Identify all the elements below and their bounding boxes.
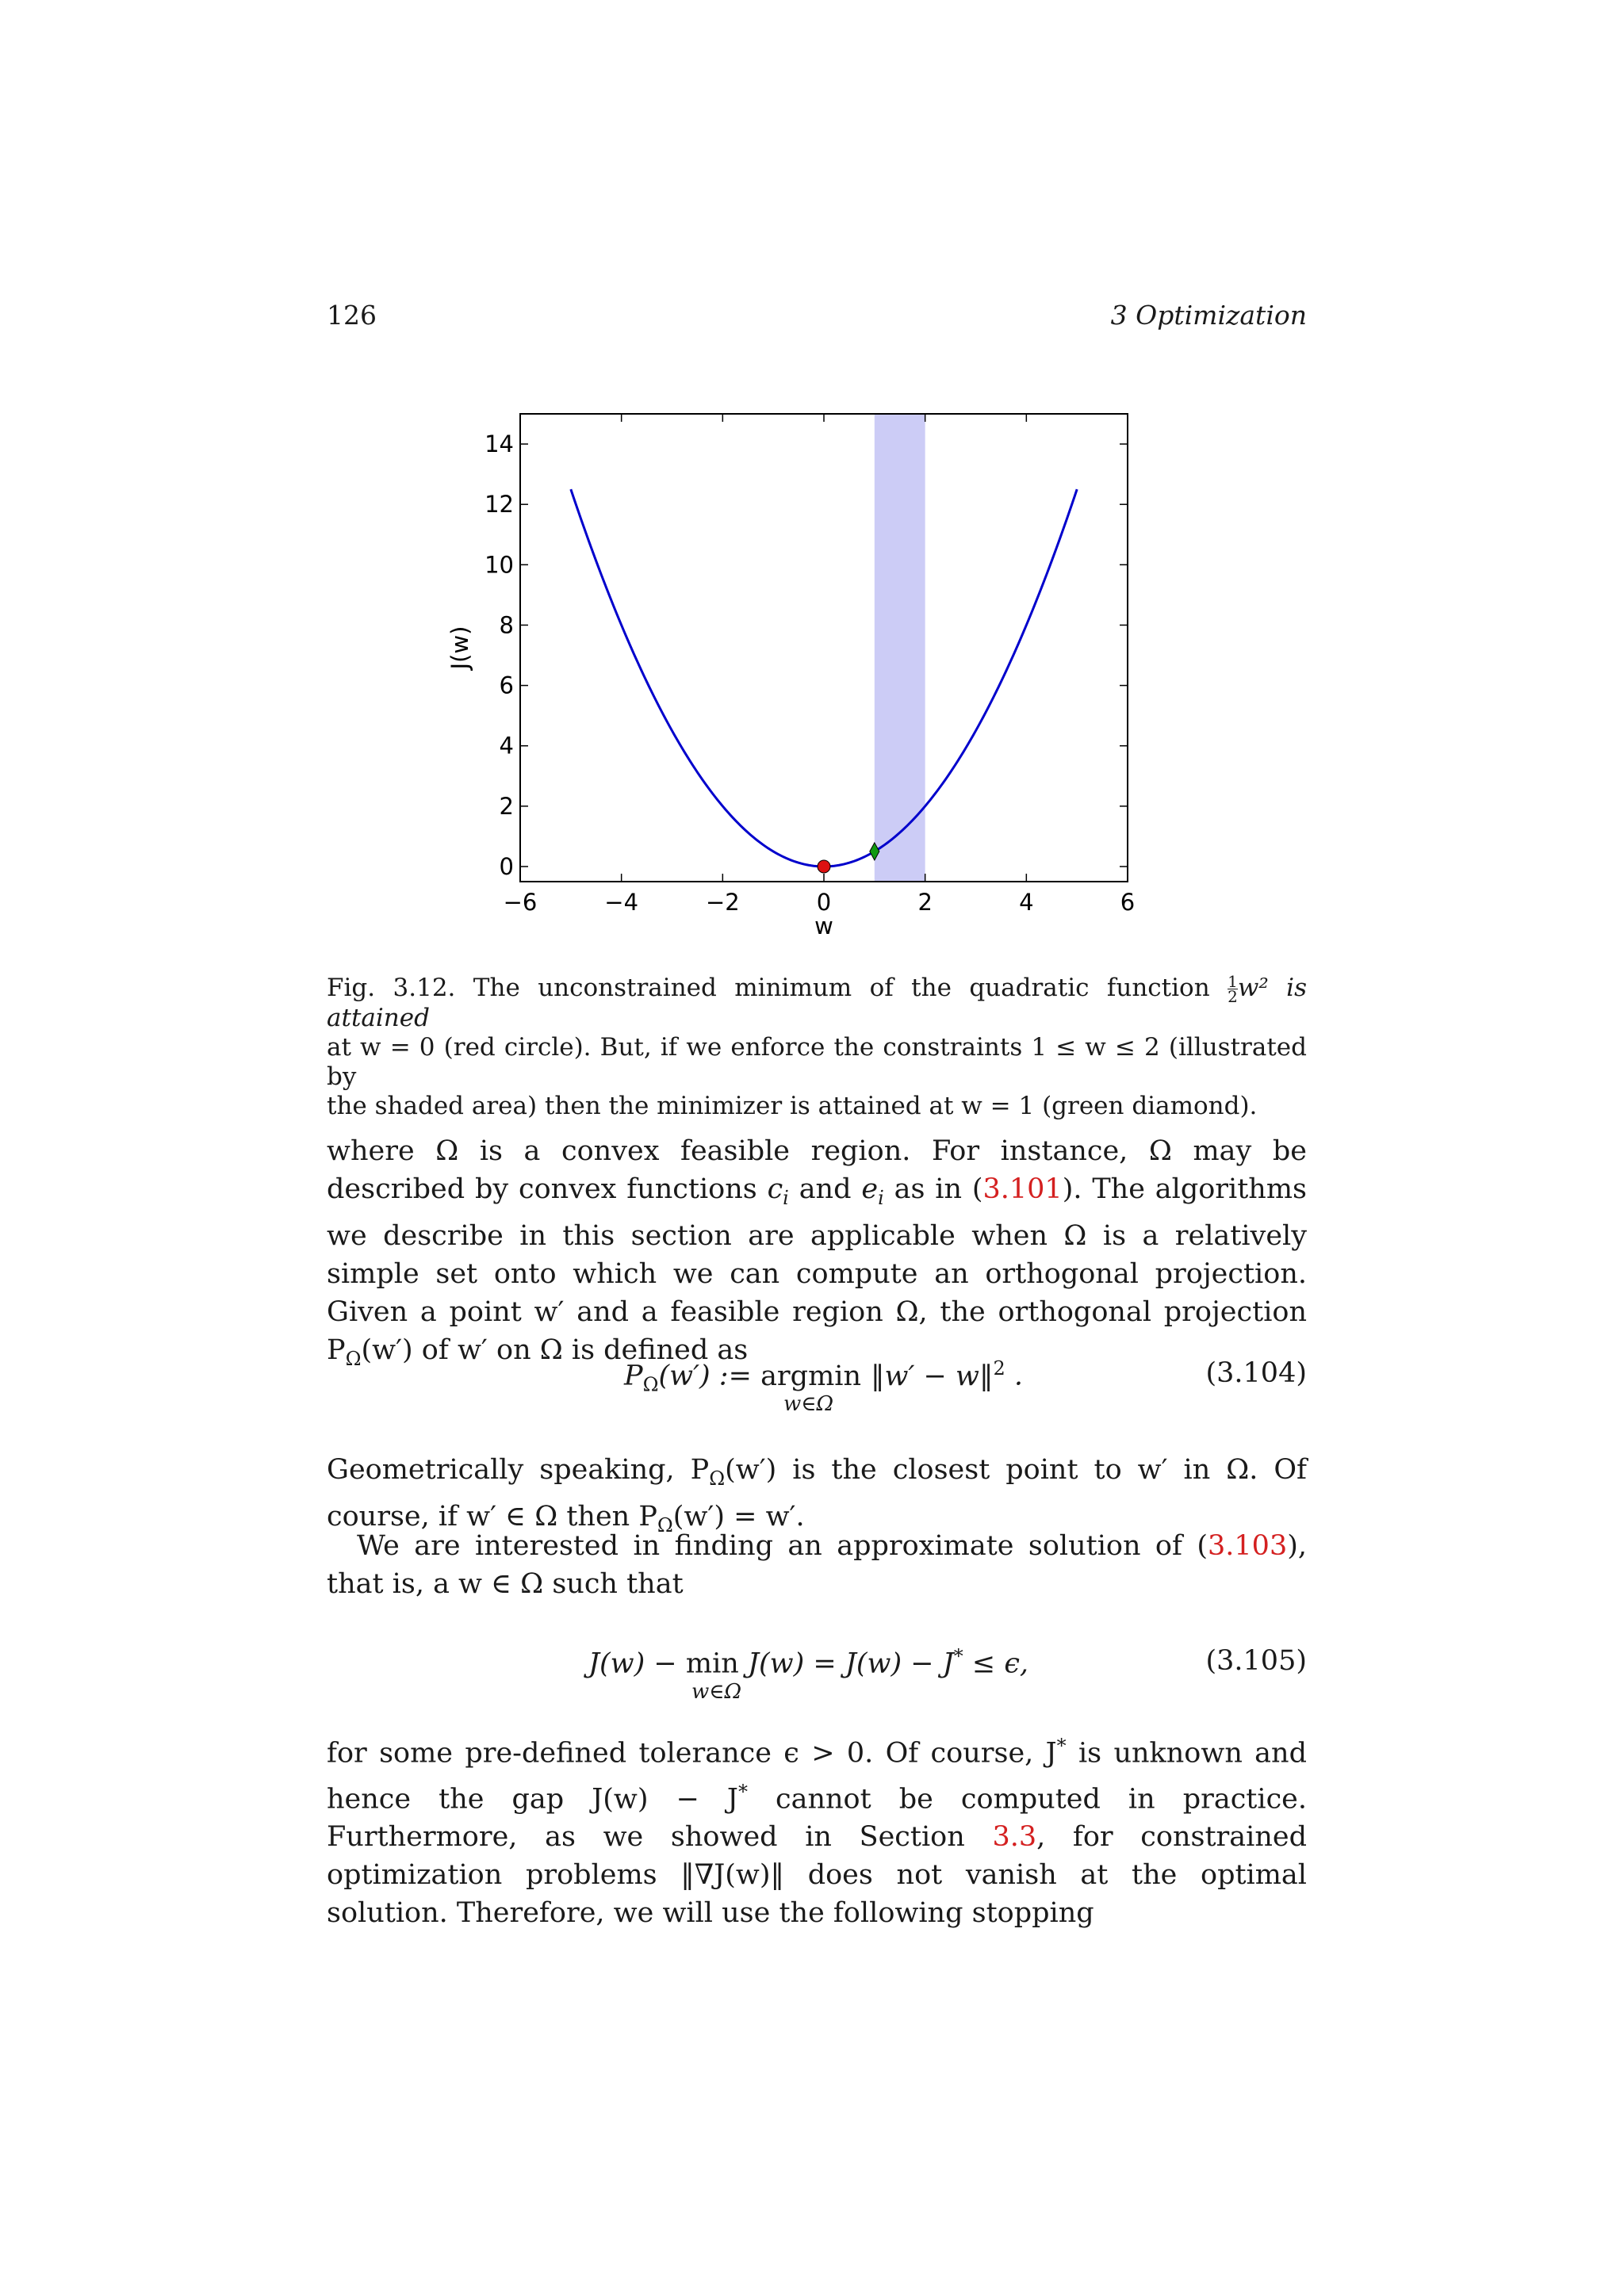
eq104-argmin: argmin <box>760 1360 861 1392</box>
x-tick-label: 0 <box>816 889 832 916</box>
y-tick-label: 12 <box>485 491 514 519</box>
para1-text-c: ). The algorithms we describe in this section are applicable when Ω is a relatively simple set onto which we can compute an orthogonal projection. Given a point w′ and a feasible region Ω, the orthogonal projection P <box>327 1173 1307 1366</box>
x-tick-label: 2 <box>917 889 933 916</box>
x-tick-label: 4 <box>1019 889 1034 916</box>
ref-3-103[interactable]: 3.103 <box>1208 1530 1288 1562</box>
para1-text-d: (w′) of w′ on Ω is defined as <box>361 1334 749 1366</box>
paragraph-3 <box>327 1527 1307 1603</box>
para4-text-a: for some pre-defined tolerance ϵ > 0. Of course, J <box>327 1737 1057 1770</box>
x-tick-label: −4 <box>604 889 639 916</box>
fraction-denominator: 2 <box>1228 987 1238 1006</box>
para2-sub2: Ω <box>657 1514 673 1536</box>
quadratic-curve <box>571 489 1077 867</box>
eq104-lhs-rest: (w′) := <box>658 1360 761 1392</box>
y-axis-label: J(w) <box>446 626 473 670</box>
para2-text-a: Geometrically speaking, P <box>327 1454 710 1486</box>
x-tick-label: −2 <box>705 889 740 916</box>
figure-3-12 <box>444 404 1158 943</box>
caption-text-3: the shaded area) then the minimizer is attained at w = 1 (green diamond). <box>327 1092 1258 1120</box>
para3-text-a: We are interested in finding an approximate solution of ( <box>357 1530 1208 1562</box>
y-tick-label: 0 <box>499 852 514 880</box>
ref-3-101[interactable]: 3.101 <box>982 1173 1063 1205</box>
para1-ci-sub: i <box>783 1187 789 1209</box>
y-tick-label: 4 <box>499 732 514 760</box>
ref-section-3-3[interactable]: 3.3 <box>992 1821 1037 1854</box>
eq104-end: . <box>1005 1360 1023 1392</box>
eq105-sup: * <box>953 1645 963 1667</box>
caption-fraction <box>1228 974 1238 1004</box>
paragraph-1 <box>327 1132 1307 1378</box>
eq105-lhs: J(w) − <box>588 1647 686 1680</box>
caption-text-2: at w = 0 (red circle). But, if we enforce the constraints 1 ≤ w ≤ 2 (illustrated by <box>327 1033 1307 1091</box>
quadratic-chart <box>444 404 1158 943</box>
para1-sub: Ω <box>345 1348 362 1370</box>
y-tick-label: 14 <box>485 430 514 458</box>
eq105-number: (3.105) <box>1205 1645 1307 1677</box>
para1-ei: e <box>861 1173 879 1205</box>
x-tick-label: −6 <box>503 889 538 916</box>
running-header-title: 3 Optimization <box>1110 300 1307 331</box>
equation-3-105 <box>327 1645 1307 1709</box>
constraint-shaded-region <box>875 414 925 882</box>
eq105-end: ≤ ϵ, <box>963 1647 1029 1680</box>
caption-text-1-end: w² is attained <box>327 974 1308 1032</box>
plot-frame <box>520 414 1128 882</box>
para1-text-a: where Ω is a convex feasible region. For instance, Ω may be described by convex functions <box>327 1135 1307 1205</box>
equation-3-104 <box>327 1357 1307 1421</box>
paragraph-4 <box>327 1727 1307 1932</box>
x-axis-label: w <box>814 913 833 939</box>
para2-text-c: (w′) = w′. <box>672 1501 805 1533</box>
y-tick-label: 10 <box>485 551 514 579</box>
para4-text-c: cannot be computed in practice. Furthermore, as we showed in Section <box>327 1783 1308 1854</box>
para2-sub1: Ω <box>709 1468 726 1490</box>
eq105-body <box>588 1645 1028 1680</box>
eq104-op <box>760 1360 861 1392</box>
para1-ei-sub: i <box>878 1187 884 1209</box>
figure-caption <box>327 974 1307 1121</box>
para1-and: and <box>788 1173 862 1205</box>
para4-sup1: * <box>1056 1735 1067 1757</box>
para1-ci: c <box>767 1173 783 1205</box>
para2-text-b: (w′) is the closest point to w′ in Ω. Of course, if w′ ∈ Ω then P <box>327 1454 1307 1533</box>
eq105-op-sub: w∈Ω <box>691 1680 742 1704</box>
para1-text-b: as in ( <box>883 1173 983 1205</box>
eq104-rhs: ‖w′ − w‖ <box>871 1360 994 1392</box>
para4-text-d: , for constrained optimization problems ‖∇J(w)‖ does not vanish at the optimal solution. Therefore, we will use the following stopping <box>327 1821 1307 1930</box>
para4-text-b: is unknown and hence the gap J(w) − J <box>327 1737 1307 1816</box>
eq104-op-sub: w∈Ω <box>783 1392 834 1416</box>
page-number: 126 <box>327 300 377 331</box>
eq104-lhs-sub: Ω <box>642 1373 659 1396</box>
caption-text-1: Fig. 3.12. The unconstrained minimum of the quadratic function <box>327 974 1228 1002</box>
eq104-number: (3.104) <box>1205 1357 1307 1389</box>
para4-sup2: * <box>737 1780 748 1803</box>
x-tick-label: 6 <box>1120 889 1136 916</box>
minimum-marker-red-circle <box>818 860 830 873</box>
y-tick-label: 6 <box>499 672 514 699</box>
y-tick-label: 2 <box>499 792 514 820</box>
eq105-rhs: J(w) = J(w) − J <box>738 1647 954 1680</box>
eq104-body <box>624 1357 1023 1396</box>
y-tick-label: 8 <box>499 611 514 639</box>
eq104-lhs: P <box>624 1360 643 1392</box>
fraction-numerator: 1 <box>1228 972 1238 991</box>
eq104-sup: 2 <box>993 1357 1005 1380</box>
eq105-op: min <box>685 1647 739 1680</box>
para3-text-b: ), that is, a w ∈ Ω such that <box>327 1530 1307 1600</box>
